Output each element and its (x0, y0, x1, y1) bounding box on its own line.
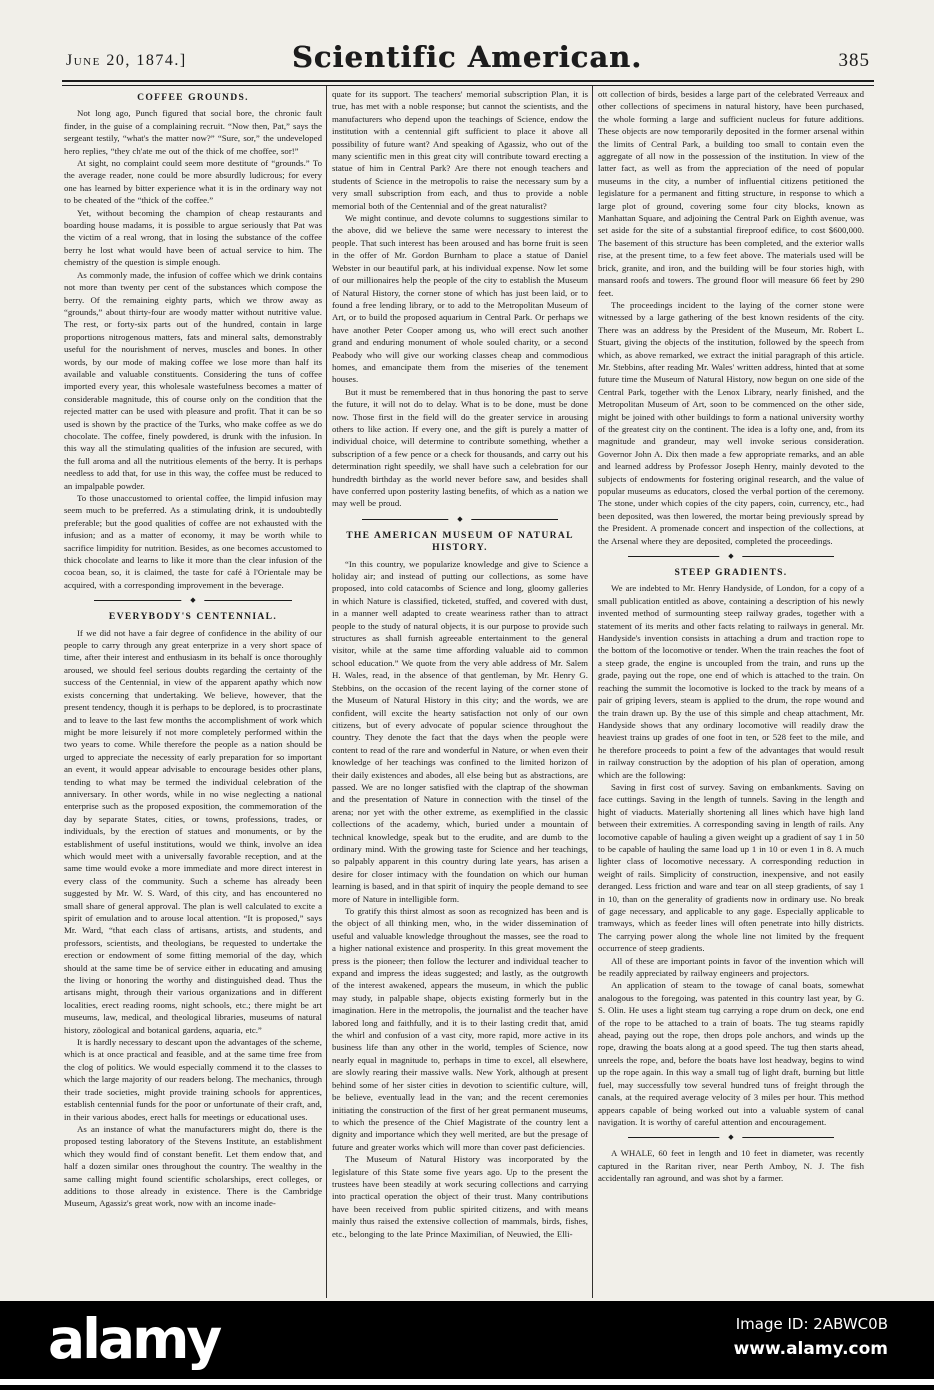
image-id-label: Image ID: 2ABWC0B (735, 1315, 888, 1333)
article-paragraph: To those unaccustomed to oriental coffee, the limpid infusion may seem much to be preferred. As a stimulating drink, it is undoubtedly preferable; but the good qualities of coffee are not exhausted with the infusion; and as a matter of economy, it may be worth while to sacrifice limpidity for nutrition. Besides, as one becomes accustomed to thick chocolate and learns to like it more than the clear infusion of the cocoa bean, so, it is claimed, the taste for café à l'Orientale may be acquired, with a corresponding improvement in the beverage. (64, 493, 322, 590)
column-divider-rule (592, 86, 593, 1298)
section-divider-ornament (628, 550, 834, 563)
watermark-meta (734, 1315, 888, 1359)
text-column-1 (64, 88, 322, 1300)
article-title: COFFEE GROUNDS. (137, 92, 249, 103)
section-divider-ornament (362, 513, 558, 526)
article-paragraph: An application of steam to the towage of canal boats, somewhat analogous to the foregoing, was patented in this country last year, by G. S. Olin. He uses a light steam tug carrying a rope drum on deck, one end of the rope to be attached to a train of boats. The tug steams rapidly ahead, paying out the rope, then drops pole anchors, and winds up the rope, drawing the boats along at a good speed. The tug then starts ahead, unreels the rope, and, before the boats have lost headway, begins to wind up the rope again. In this way a small tug of light draft, burning but little fuel, may successfully tow several hundred tuns of freight through the canals, at the required average velocity of 3 miles per hour. This method appears capable of being worked out into a valuable system of canal navigation. It is worthy of careful attention and encouragement. (598, 980, 864, 1127)
article-paragraph: Saving in first cost of survey. Saving on embankments. Saving on face cuttings. Saving in the length of tunnels. Saving in the length and hight of viaducts. Materially shortening all lines which have high land between their extremities. A corresponding saving in length of rails. Any locomotive capable of hauling a given weight up a gradient of say 1 in 50 to be capable of hauling the same load up 1 in 10 or even 1 in 8. A much lighter class of locomotive necessary. A corresponding reduction in weight of rails. Simplicity of construction, inexpensive, and not easily deranged. Less friction and ware and tear on all steep gradients, of say 1 in 10, than on the generality of gradients now in ordinary use. No break of gage necessary, and applicable to any gage. Especially applicable to tramways, which as feeder lines will often penetrate into hilly districts. The carrying power along the whole line not limited by the frequent occurrence of steep gradients. (598, 781, 864, 954)
article-paragraph: As commonly made, the infusion of coffee which we drink contains not more than twenty per cent of the substances which compose the berry. Of the remaining eighty parts, which we throw away as “grounds,” about thirty-four are woody matter without nutritive value. The rest, or forty-six parts out of the hundred, contain in large proportions nitrogenous matters, fats and mineral salts, demonstrably useful for the nourishment of nerves, muscles and bones. In other words, by our mode of making coffee we lose more than half its available and valuable constituents. Considering the tuns of coffee imported every year, this wholesale wastefulness becomes a matter of considerable magnitude, this of course only on the condition that the rejected matter can be used with pleasure and profit. That it can be so used is shown by the practice of the Turks, who make coffee as we do chocolate. The coffee, finely powdered, is drunk with the infusion. In this way all the stimulating qualities of the infusion are secured, with the full aroma and all the nutritious elements of the berry. It is perhaps needless to add that, for use in this way, the coffee must be reduced to an impalpable powder. (64, 269, 322, 491)
page-number: 385 (838, 50, 870, 71)
article-paragraph: The Museum of Natural History was incorporated by the legislature of this State some five years ago. Up to the present the trustees have been steadily at work securing collections and carrying into practical operation the object of their trust. Many contributions have been received from public spirited citizens, and with means mainly thus raised the extensive collection of mammals, birds, fishes, etc., belonging to the late Prince Maximilian, of Neuwied, the Elli- (332, 1154, 588, 1239)
section-divider-ornament (94, 594, 292, 607)
article-paragraph: Yet, without becoming the champion of cheap restaurants and boarding house madams, it is possible to argue seriously that Pat was the victim of a real wrong, that in losing the substance of the coffee berry he lost what would have been of actual service to him. The chemistry of the question is simple enough. (64, 207, 322, 268)
article-paragraph: All of these are important points in favor of the invention which will be readily appreciated by railway engineers and projectors. (598, 955, 864, 979)
article-title: THE AMERICAN MUSEUM OF NATURAL HISTORY. (346, 529, 574, 554)
text-column-2 (332, 88, 588, 1300)
article-paragraph: It is hardly necessary to descant upon the advantages of the scheme, which is at once practical and feasible, and at the same time free from the clog of politics. We would especially commend it to the classes to which the large majority of our readers belong. The mechanics, through their trade societies, might provide training schools for apprentices, establish centennial funds for the poor or unfortunate of their craft, and, in their various abodes, erect halls for meetings or educational uses. (64, 1037, 322, 1122)
issue-date: June 20, 1874.] (66, 52, 187, 69)
article-paragraph: But it must be remembered that in thus honoring the past to serve the future, it will not do to delay. What is to be done, must be done now. Those first in the field will do the greater service in arousing others to like action. If every one, and the gift is purely a matter of individual choice, will determine to contribute something, whether a subscription of a few pence or a check for thousands, and carry out his determination right speedily, we shall have such a celebration for our hundredth birthday as the world never before saw, and besides shall have conferred upon posterity lasting benefits, of which as a nation we may well be proud. (332, 386, 588, 509)
article-paragraph: We are indebted to Mr. Henry Handyside, of London, for a copy of a small publication entitled as above, containing a description of his newly invented method of surmounting steep railway grades, together with a statement of its merits and other facts relating to railways in general. Mr. Handyside's invention consists in attaching a drum and traction rope to the bottom of the locomotive or tender. When the train reaches the foot of a steep grade, the engine is uncoupled from the train, and runs up the grade, paying out the rope, one end of which is attached to the train. On reaching the summit the locomotive is locked to the track by means of a pair of griping levers, steam is applied to the drum, the rope wound and the train drawn up. By the use of this simple and cheap attachment, Mr. Handyside shows that any ordinary locomotive will readily draw the heaviest trains up grades of one foot in ten, or 528 feet to the mile, and he therefore proceeds to point a few of the advantages that would result in railway construction by the adoption of his plan of operation, among which are the following: (598, 583, 864, 780)
article-title: STEEP GRADIENTS. (674, 567, 788, 579)
article-paragraph: At sight, no complaint could seem more destitute of “grounds.” To the average reader, none could be more absurdly ludicrous; for every one has learned by bitter experience what it is in the ordinary way not to be cheated of the “thick of the coffee.” (64, 158, 322, 206)
alamy-logo: alamy (48, 1307, 220, 1371)
article-title: EVERYBODY'S CENTENNIAL. (108, 611, 278, 623)
article-paragraph: ott collection of birds, besides a large part of the celebrated Verreaux and other collections of specimens in natural history, have been purchased, the whole forming a large and sufficient nucleus for future additions. These objects are now temporarily deposited in the former arsenal within the limits of Central Park, a building too small to contain even the aggregate of all now in the possession of the institution. In view of the latter fact, as well as from the appreciation of the need of popular museums in the city, a number of influential citizens petitioned the legislature for a permanent and fitting structure, in response to which a large plot of ground, covering some four city blocks, known as Manhattan Square, and adjoining the Central Park on Eighth avenue, was set aside for the site of a substantial fireproof edifice, to cost $600,000. The basement of this structure has been completed, and the exterior walls rise, at the present time, to a few feet above. The materials used will be brick, granite, and iron, and the building will be four stories high, with mansard roofs and towers. The ground floor will measure 66 feet by 290 feet. (598, 89, 864, 298)
article-paragraph: quate for its support. The teachers' memorial subscription Plan, it is true, has met with a noble response; but cannot the scientists, and the manufacturers who depend upon the teachings of Science, endow the institution with a centennial gift sufficient to place it above all possibility of future want? And speaking of Agassiz, who out of the many scientific men in this great city will contribute toward erecting a statue of him in Central Park? Are there not enough teachers and students of Science in the metropolis to raise the necessary sum by a very small subscription from each, and thus to provide a noble memorial both of the Centennial and of the great naturalist? (332, 89, 588, 211)
alamy-url: www.alamy.com (733, 1339, 888, 1359)
header-rule (62, 80, 874, 86)
masthead-title: Scientific American. (291, 40, 643, 74)
article-paragraph: We might continue, and devote columns to suggestions similar to the above, did we believe the same were necessary to interest the people. That such interest has been aroused and has borne fruit is seen in the offer of Mr. Gordon Burnham to place a statue of Daniel Webster in our beautiful park, at his individual expense. Now let some of our millionaires help the people of the city to establish the Museum of Natural History, the corner stone of which has just been laid, or to found a free lending library, or to add to the Metropolitan Museum of Art, or to build the proposed aquarium in Central Park. Or perhaps we have another Peter Cooper among us, who will erect such another grand and enduring monument of whole souled charity, or a second Peabody who will give our working classes cheap and commodious homes, and emancipate them from the miseries of the tenement houses. (332, 213, 588, 385)
text-column-3 (598, 88, 864, 1300)
article-paragraph: Not long ago, Punch figured that social bore, the chronic fault finder, in the guise of a complaining recruit. “Now then, Pat,” says the sergeant testily, “what's the matter now?” “Sure, sor,” the undeveloped hero replies, “they ch'ate me out of the thick of me choffee, sor!” (64, 108, 322, 156)
article-paragraph: The proceedings incident to the laying of the corner stone were witnessed by a large gathering of the best known residents of the city. There was an address by the President of the Museum, Mr. Robert L. Stuart, giving the objects of the institution, followed by the speech from which, as above remarked, we extract the initial paragraph of this article. Mr. Stebbins, after reading Mr. Wales' written address, hinted that at some future time the Museum of Natural History, now begun on one side of the Central Park, together with the Lenox Library, nearly finished, and the Metropolitan Museum of Art, soon to be commenced on the other side, might be joined with other buildings to form a national university worthy of the greatest city on the continent. The idea is a lofty one, and, from its magnitude and grandeur, may well invoke serious consideration. Governor John A. Dix then made a few appropriate remarks, and an able and learned address by Professor Joseph Henry, mainly devoted to the subjects of endowments for fostering original research, and the value of popular museums as educators, closed the verbal portion of the ceremony. The stone, under which copies of the city papers, coin, currency, etc., had been deposited, was then lowered, the mortar being previously spread by the President. A promenade concert and inspection of the collections, at the Arsenal where they are deposited, completed the proceedings. (598, 299, 864, 546)
article-paragraph: To gratify this thirst almost as soon as recognized has been and is the object of all thinking men, who, in the wider dissemination of useful and valuable knowledge throughout the masses, see the road to a higher national existence and prosperity. In this great movement the press is the pioneer; then follow the lecturer and individual teacher to expand and impress the ideas suggested; and lastly, as the outgrowth of the interest awakened, appears the museum, in which the public may study, in palpable shape, objects existing formerly but in the imagination. Here in the metropolis, the journalist and the teacher have labored long and faithfully, and it is to their lasting credit that, amid the whirl and confusion of a vast city, more rapid, more active in its business life than any other in the world, temples of Science, now nearly equal in magnitude to, perhaps in time to excel, all elsewhere, are slowly rearing their massive walls. New York, although at present behind some of her sister cities in devotion to scientific culture, will, be believe, eventually lead in the van; and the recent ceremonies initiating the construction of the first of her great permanent museums, to which the presence of the Chief Magistrate of the country lent a dignity and importance which they well merited, are but the presage of future and greater works which will more than cover past deficiencies. (332, 906, 588, 1152)
column-divider-rule (326, 86, 327, 1298)
article-paragraph: If we did not have a fair degree of confidence in the ability of our people to carry through any great enterprize in a very short space of time, after their interest and enthusiasm in its behalf is once thoroughly aroused, we should feel serious doubts regarding the certainty of the success of the Centennial, in view of the apparent apathy which now exists concerning that undertaking. We believe, however, that the present tendency, though it is perhaps to be deplored, is to procrastinate and to leave to the last few months the accomplishment of work which might be more leisurely if not more completely performed within the two years to come. While therefore the people as a nation should be urged to appreciate the necessity of early preparation for so important an event, it would appear advisable to encourage besides other plans, tending to what may be termed the individual celebration of the anniversary. In other words, while in no wise neglecting a national enterprise such as the proposed exposition, the commemoration of the day by separate States, cities, or towns, professions, trades, or individuals, by the erection of statues and monuments, or by the establishment of useful institutions, would we think, involve an idea which would meet with a universally favorable reception, and at the same time would evoke a more immediate and more direct interest in every class of the community. Such a scheme has already been suggested by Mr. W. S. Ward, of this city, and has encountered no small share of general approval. The plan is well calculated to excite a spirit of emulation and to arouse local attention. “It is proposed,” says Mr. Ward, “that each class of artisans, artists, and students, and professors, scientists, and theologians, be requested to undertake the erection or endowment of some fitting memorial of the day, which should at the same time be of service either in educating and amusing the living or honoring the worthy and distinguished dead. Thus the artisans might, through their various organizations and in different localities, erect reading rooms, night schools, etc.; there might be art museums, law, medical, and theological libraries, museums of natural history, zöological and botanical gardens, aquaria, etc.” (64, 627, 322, 1035)
article-paragraph: As an instance of what the manufacturers might do, there is the proposed testing laboratory of the Stevens Institute, an establishment which they would find of constant benefit. Let them endow that, and half a dozen similar ones throughout the country. The wealthy in the same calling might found scientific scholarships, erect colleges, or additions to those already in existence. There is the Cambridge Museum, Agassiz's great work, now with an income inade- (64, 1123, 322, 1209)
section-divider-ornament (628, 1131, 834, 1144)
article-paragraph: “In this country, we popularize knowledge and give to Science a holiday air; and instead of putting our collections, as some have proposed, into cold catacombs of Science and long, gloomy galleries in which Nature is classified, ticketed, stuffed, and covered with dust, in a manner well adapted to create weariness rather than to attract people to the study of natural objects, it is our purpose to provide such structures as shall furnish agreeable entertainment to the general visitor, while at the same time affording valuable aid to common school education.” We quote from the very able address of Mr. Salem H. Wales, read, in the absence of that gentleman, by Mr. Henry G. Stebbins, on the occasion of the recent laying of the corner stone of the Museum of Natural History in this city; and the words, we are confident, will excite the hearty satisfaction not only of our own citizens, but of every advocate of popular science throughout the country. They denote the fact that the days when the people were content to read of the rare and wonderful in Nature, or when even their knowledge of her teachings was confined to the limited horizon of their daily existences and abodes, all else being but as abstractions, are passed. We are no longer satisfied with the claptrap of the showman and the presentation of Nature in connection with the tinsel of the arena; nor yet with the other extreme, as exemplified in the classic collections of the academy, which, buried under a mountain of technical knowledge, speak but to the erudite, and are dumb to the ordinary mind. With the growing taste for Science and her teachings, so palpably apparent in this country during late years, has arisen a desire for closer intimacy with the foundation on which our human learning is based, and in that spirit of inquiry the people demand to see more of Nature in intelligible form. (332, 558, 588, 904)
article-paragraph: A WHALE, 60 feet in length and 10 feet in diameter, was recently captured in the Raritan river, near Perth Amboy, N. J. The fish accidentally ran aground, and was shot by a farmer. (598, 1148, 864, 1184)
bottom-strip (0, 1385, 934, 1390)
